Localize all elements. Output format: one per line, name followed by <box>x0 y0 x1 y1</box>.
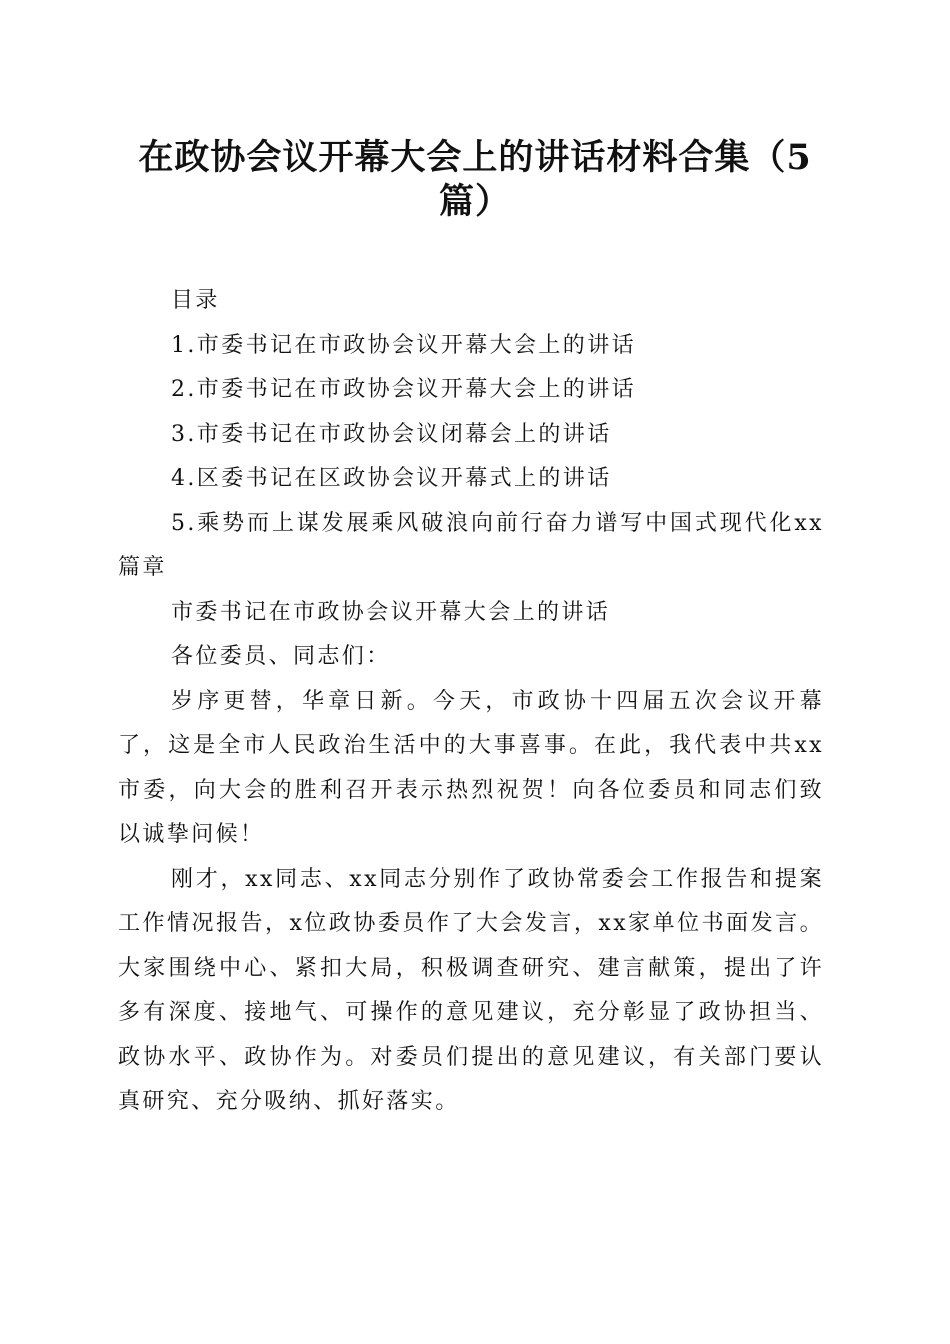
document-body <box>118 279 824 1125</box>
toc-item: 1.市委书记在市政协会议开幕大会上的讲话 <box>171 332 636 358</box>
section-title: 市委书记在市政协会议开幕大会上的讲话 <box>171 599 611 625</box>
toc-item: 5.乘势而上谋发展乘风破浪向前行奋力谱写中国式现代化xx篇章 <box>118 510 824 580</box>
salutation: 各位委员、同志们： <box>171 644 391 669</box>
toc-item: 3.市委书记在市政协会议闭幕会上的讲话 <box>171 421 612 447</box>
toc-item: 4.区委书记在区政协会议开幕式上的讲话 <box>171 466 612 491</box>
document-title: 在政协会议开幕大会上的讲话材料合集（5篇） <box>138 137 812 222</box>
toc-item: 2.市委书记在市政协会议开幕大会上的讲话 <box>171 377 636 402</box>
toc-heading: 目录 <box>171 288 220 313</box>
body-paragraph: 岁序更替，华章日新。今天，市政协十四届五次会议开幕了，这是全市人民政治生活中的大事喜事。在此，我代表中共xx市委，向大会的胜利召开表示热烈祝贺！向各位委员和同志们致以诚挚问候！ <box>118 688 824 847</box>
body-paragraph: 刚才，xx同志、xx同志分别作了政协常委会工作报告和提案工作情况报告，x位政协委员作了大会发言，xx家单位书面发言。大家围绕中心、紧扣大局，积极调查研究、建言献策，提出了许多有深度、接地气、可操作的意见建议，充分彰显了政协担当、政协水平、政协作为。对委员们提出的意见建议，有关部门要认真研究、充分吸纳、抓好落实。 <box>118 866 824 1114</box>
